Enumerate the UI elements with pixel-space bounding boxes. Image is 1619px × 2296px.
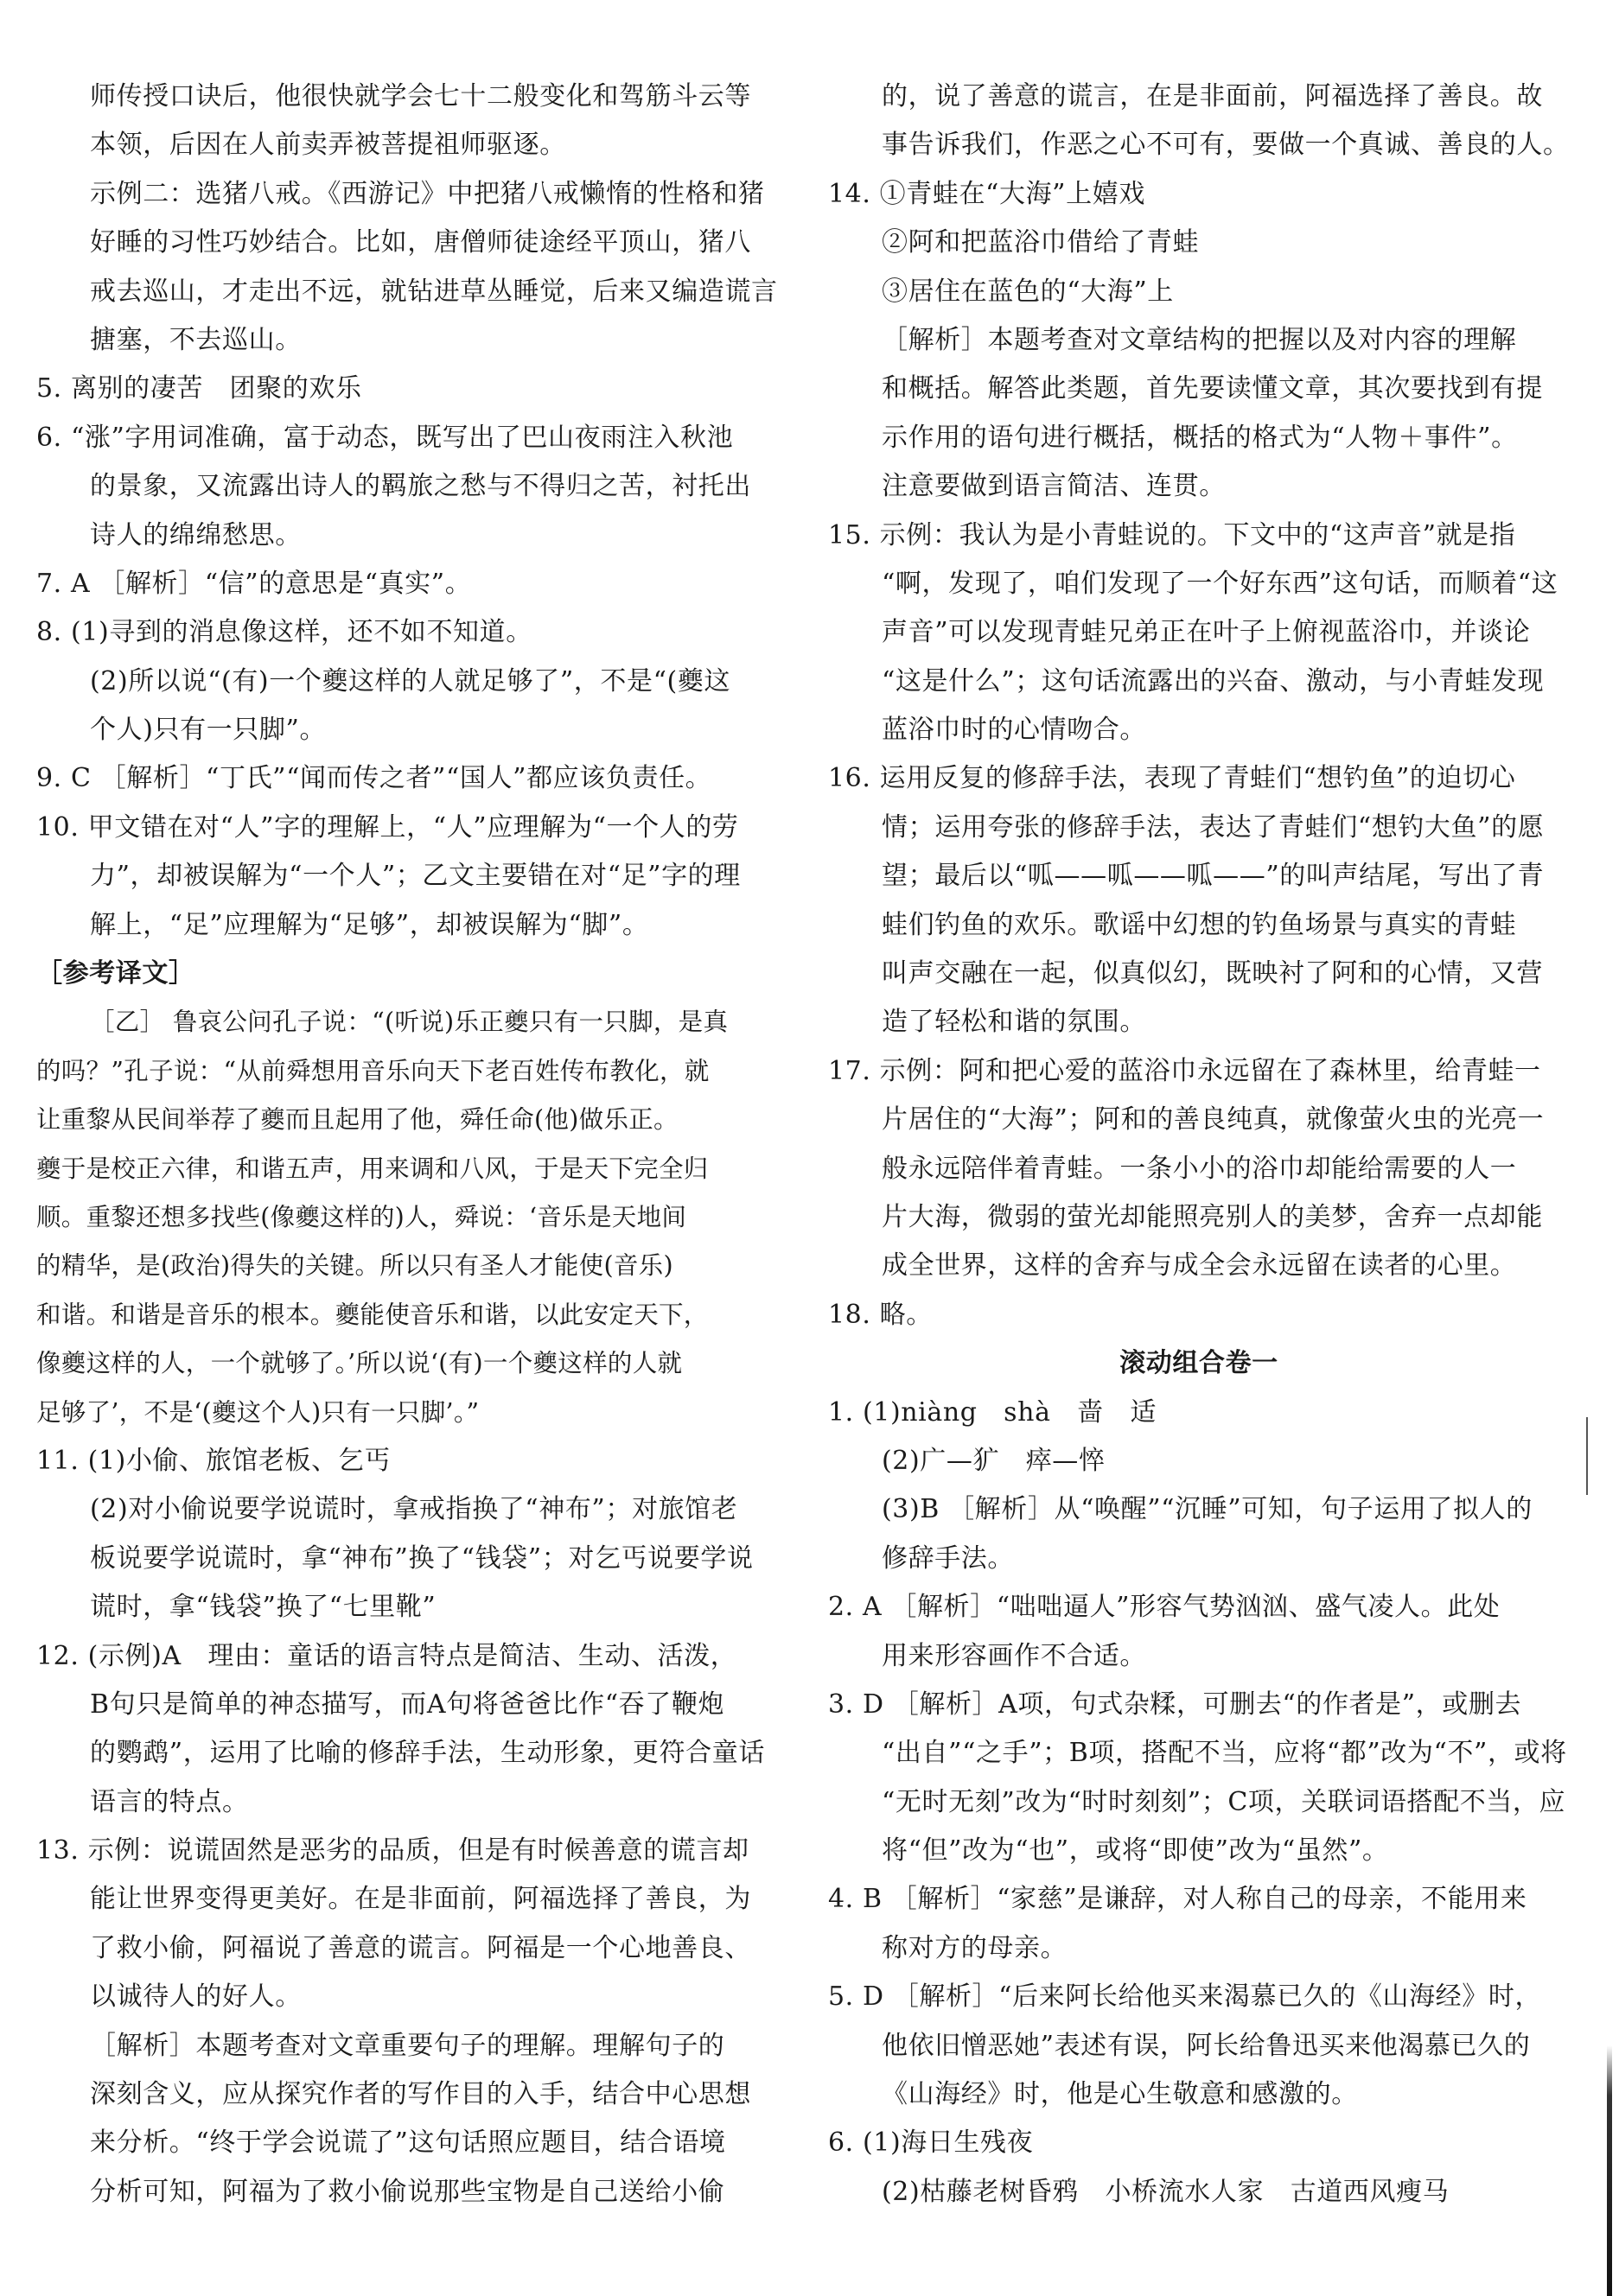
right-text-line: 他依旧憎恶她”表述有误，阿长给鲁迅买来他渴慕已久的	[882, 2030, 1531, 2061]
left-text-line: 的精华，是(政治)得失的关键。所以只有圣人才能使(音乐)	[36, 1251, 673, 1281]
right-text-line: 3. D ［解析］A项，句式杂糅，可删去“的作者是”，或删去	[828, 1689, 1522, 1720]
right-text-line: 18. 略。	[828, 1299, 933, 1330]
left-text-line: 力”，却被误解为“一个人”；乙文主要错在对“足”字的理	[90, 861, 741, 892]
left-text-line: 足够了’，不是‘(夔这个人)只有一只脚’。”	[36, 1397, 480, 1427]
left-text-line: 8. (1)寻到的消息像这样，还不如不知道。	[36, 617, 532, 648]
left-text-line: ［参考译文］	[36, 958, 195, 989]
left-text-line: 11. (1)小偷、旅馆老板、乞丐	[36, 1445, 391, 1476]
right-text-line: 6. (1)海日生残夜	[828, 2127, 1034, 2159]
right-text-line: 滚动组合卷一	[1119, 1348, 1278, 1379]
right-text-line: 15. 示例：我认为是小青蛙说的。下文中的“这声音”就是指	[828, 519, 1516, 550]
right-text-line: (2)广—犷 瘁—悴	[882, 1445, 1106, 1476]
right-text-line: 般永远陪伴着青蛙。一条小小的浴巾却能给需要的人一	[882, 1153, 1517, 1184]
right-text-line: 称对方的母亲。	[882, 1932, 1068, 1963]
right-text-line: “出自”“之手”；B项，搭配不当，应将“都”改为“不”，或将	[882, 1738, 1567, 1769]
left-text-line: 分析可知，阿福为了救小偷说那些宝物是自己送给小偷	[90, 2176, 725, 2207]
right-text-line: 16. 运用反复的修辞手法，表现了青蛙们“想钓鱼”的迫切心	[828, 763, 1516, 794]
right-text-line: 注意要做到语言简洁、连贯。	[882, 471, 1226, 502]
left-text-line: 解上，“足”应理解为“足够”，却被误解为“脚”。	[90, 909, 649, 940]
left-text-line: 的吗？”孔子说：“从前舜想用音乐向天下老百姓传布教化，就	[36, 1056, 710, 1085]
right-text-line: “这是什么”；这句话流露出的兴奋、激动，与小青蛙发现	[882, 665, 1545, 696]
left-text-line: 的景象，又流露出诗人的羁旅之愁与不得归之苦，衬托出	[90, 471, 751, 502]
right-text-line: 《山海经》时，他是心生敬意和感激的。	[882, 2079, 1358, 2110]
left-text-line: 9. C ［解析］“丁氏”“闻而传之者”“国人”都应该负责任。	[36, 763, 712, 794]
right-text-line: 声音”可以发现青蛙兄弟正在叶子上俯视蓝浴巾，并谈论	[882, 617, 1531, 648]
left-text-line: 像夔这样的人，一个就够了。’所以说‘(有)一个夔这样的人就	[36, 1349, 683, 1378]
left-text-line: 能让世界变得更美好。在是非面前，阿福选择了善良，为	[90, 1884, 751, 1915]
left-text-line: 顺。重黎还想多找些(像夔这样的)人，舜说：‘音乐是天地间	[36, 1202, 687, 1231]
left-text-line: (2)所以说“(有)一个夔这样的人就足够了”，不是“(夔这	[90, 665, 731, 696]
right-text-line: “无时无刻”改为“时时刻刻”；C项，关联词语搭配不当，应	[882, 1786, 1566, 1817]
left-text-line: 10. 甲文错在对“人”字的理解上，“人”应理解为“一个人的劳	[36, 811, 739, 843]
left-text-line: 戒去巡山，才走出不远，就钻进草丛睡觉，后来又编造谎言	[90, 276, 778, 307]
right-column	[828, 73, 1570, 2216]
left-text-line: 6. “涨”字用词准确，富于动态，既写出了巴山夜雨注入秋池	[36, 422, 734, 453]
right-text-line: ③居住在蓝色的“大海”上	[882, 276, 1174, 307]
left-text-line: 好睡的习性巧妙结合。比如，唐僧师徒途经平顶山，猪八	[90, 227, 751, 258]
left-text-line: 语言的特点。	[90, 1786, 249, 1817]
right-text-line: 2. A ［解析］“咄咄逼人”形容气势汹汹、盛气凌人。此处	[828, 1592, 1501, 1623]
left-text-line: 13. 示例：说谎固然是恶劣的品质，但是有时候善意的谎言却	[36, 1835, 749, 1867]
right-text-line: 蓝浴巾时的心情吻合。	[882, 715, 1146, 746]
left-text-line: ［解析］本题考查对文章重要句子的理解。理解句子的	[90, 2030, 725, 2061]
right-text-line: 望；最后以“呱——呱——呱——”的叫声结尾，写出了青	[882, 861, 1545, 892]
left-text-line: 12. (示例)A 理由：童话的语言特点是简洁、生动、活泼，	[36, 1640, 737, 1671]
left-text-line: 的鹦鹉”，运用了比喻的修辞手法，生动形象，更符合童话	[90, 1738, 765, 1769]
right-text-line: 造了轻松和谐的氛围。	[882, 1007, 1146, 1038]
left-text-line: 个人)只有一只脚”。	[90, 715, 327, 746]
right-text-line: 的，说了善意的谎言，在是非面前，阿福选择了善良。故	[882, 81, 1543, 111]
scan-edge-mark	[1607, 2045, 1612, 2296]
left-text-line: 示例二：选猪八戒。《西游记》中把猪八戒懒惰的性格和猪	[90, 178, 765, 209]
left-text-line: 夔于是校正六律，和谐五声，用来调和八风，于是天下完全归	[36, 1154, 709, 1183]
left-text-line: 了救小偷，阿福说了善意的谎言。阿福是一个心地善良、	[90, 1932, 751, 1963]
right-text-line: (2)枯藤老树昏鸦 小桥流水人家 古道西风瘦马	[882, 2176, 1450, 2207]
left-column	[36, 73, 778, 2216]
right-text-line: 用来形容画作不合适。	[882, 1640, 1146, 1671]
right-text-line: 片大海，微弱的萤光却能照亮别人的美梦，舍弃一点却能	[882, 1201, 1543, 1232]
left-text-line: 来分析。“终于学会说谎了”这句话照应题目，结合语境	[90, 2127, 726, 2159]
left-text-line: 让重黎从民间举荐了夔而且起用了他，舜任命(他)做乐正。	[36, 1105, 679, 1135]
scan-edge-mark-small	[1586, 1417, 1588, 1495]
left-text-line: 以诚待人的好人。	[90, 1981, 302, 2013]
left-text-line: 7. A ［解析］“信”的意思是“真实”。	[36, 568, 472, 599]
right-text-line: 5. D ［解析］“后来阿长给他买来渴慕已久的《山海经》时，	[828, 1981, 1542, 2013]
right-text-line: 成全世界，这样的舍弃与成全会永远留在读者的心里。	[882, 1250, 1517, 1282]
left-text-line: 本领，后因在人前卖弄被菩提祖师驱逐。	[90, 130, 566, 161]
left-text-line: 谎时，拿“钱袋”换了“七里靴”	[90, 1592, 437, 1623]
right-text-line: 将“但”改为“也”，或将“即使”改为“虽然”。	[882, 1835, 1389, 1867]
left-text-line: B句只是简单的神态描写，而A句将爸爸比作“吞了鞭炮	[90, 1689, 725, 1720]
left-text-line: 5. 离别的凄苦 团聚的欢乐	[36, 373, 362, 404]
right-text-line: 示作用的语句进行概括，概括的格式为“人物＋事件”。	[882, 422, 1518, 453]
left-text-line: (2)对小偷说要学说谎时，拿戒指换了“神布”；对旅馆老	[90, 1494, 738, 1525]
left-text-line: 师传授口诀后，他很快就学会七十二般变化和驾筋斗云等	[90, 81, 751, 111]
right-text-line: 叫声交融在一起，似真似幻，既映衬了阿和的心情，又营	[882, 958, 1543, 989]
right-text-line: 修辞手法。	[882, 1542, 1014, 1574]
left-text-line: ［乙］ 鲁哀公问孔子说：“(听说)乐正夔只有一只脚，是真	[90, 1008, 729, 1037]
right-text-line: “啊，发现了，咱们发现了一个好东西”这句话，而顺着“这	[882, 568, 1558, 599]
left-text-line: 和谐。和谐是音乐的根本。夔能使音乐和谐，以此安定天下，	[36, 1300, 709, 1329]
right-text-line: 和概括。解答此类题，首先要读懂文章，其次要找到有提	[882, 373, 1543, 404]
left-text-line: 诗人的绵绵愁思。	[90, 519, 302, 550]
left-text-line: 搪塞，不去巡山。	[90, 324, 302, 355]
left-text-line: 深刻含义，应从探究作者的写作目的入手，结合中心思想	[90, 2079, 751, 2110]
right-text-line: ［解析］本题考查对文章结构的把握以及对内容的理解	[882, 324, 1517, 355]
right-text-line: 情；运用夸张的修辞手法，表达了青蛙们“想钓大鱼”的愿	[882, 811, 1545, 843]
right-text-line: 蛙们钓鱼的欢乐。歌谣中幻想的钓鱼场景与真实的青蛙	[882, 909, 1517, 940]
right-text-line: 4. B ［解析］“家慈”是谦辞，对人称自己的母亲，不能用来	[828, 1884, 1527, 1915]
right-text-line: 1. (1)niàng shà 啬 适	[828, 1396, 1157, 1428]
right-text-line: 14. ①青蛙在“大海”上嬉戏	[828, 178, 1145, 209]
left-text-line: 板说要学说谎时，拿“神布”换了“钱袋”；对乞丐说要学说	[90, 1542, 754, 1574]
right-text-line: (3)B ［解析］从“唤醒”“沉睡”可知，句子运用了拟人的	[882, 1494, 1533, 1525]
right-text-line: 事告诉我们，作恶之心不可有，要做一个真诚、善良的人。	[882, 130, 1570, 161]
right-text-line: ②阿和把蓝浴巾借给了青蛙	[882, 227, 1200, 258]
right-text-line: 片居住的“大海”；阿和的善良纯真，就像萤火虫的光亮一	[882, 1104, 1545, 1135]
right-text-line: 17. 示例：阿和把心爱的蓝浴巾永远留在了森林里，给青蛙一	[828, 1055, 1541, 1086]
